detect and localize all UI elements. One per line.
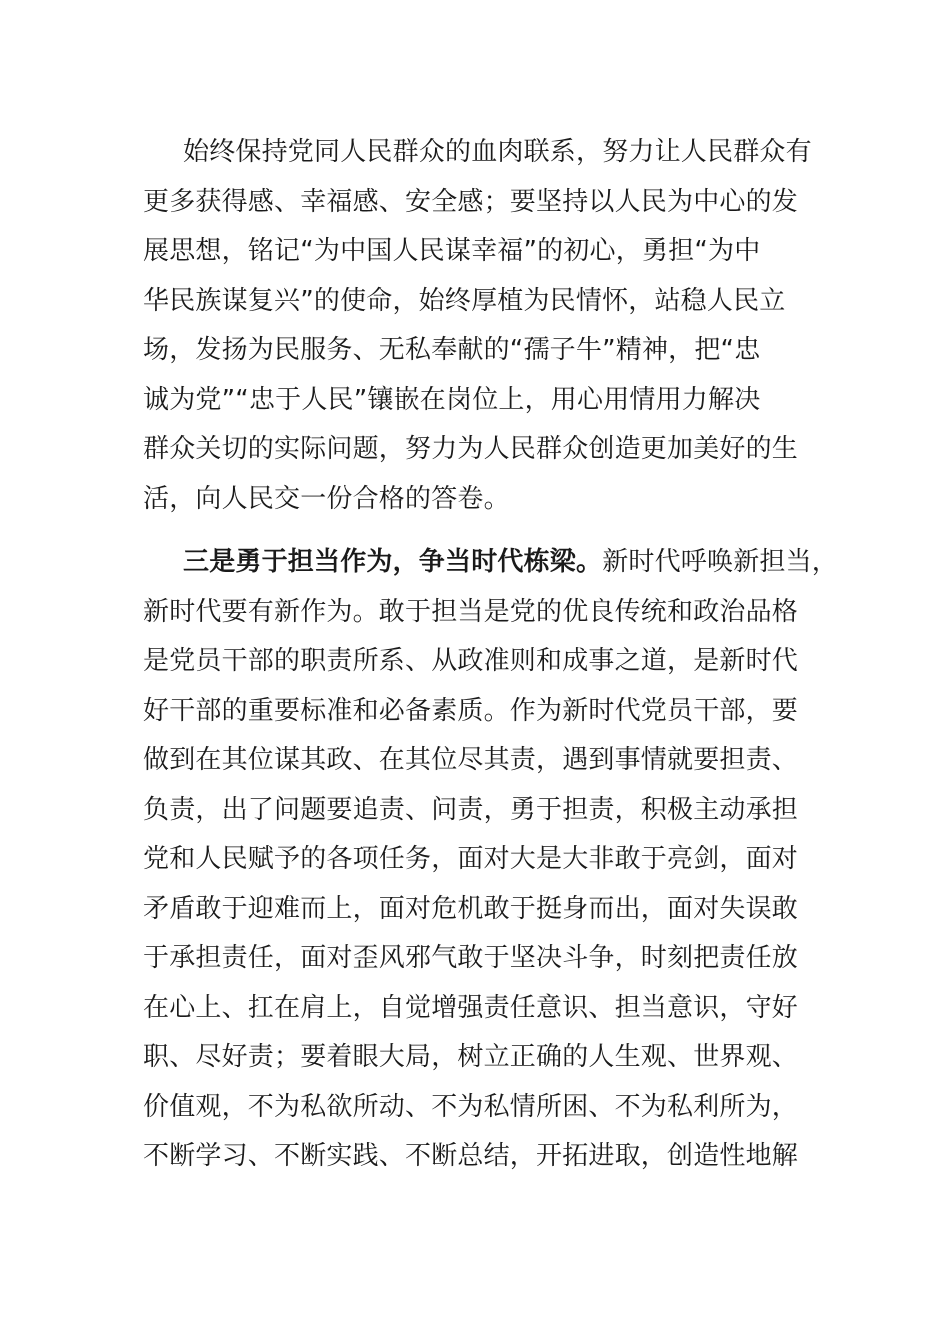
text-line: 矛盾敢于迎难而上，面对危机敢于挺身而出，面对失误敢: [143, 893, 799, 924]
text-line: 党和人民赋予的各项任务，面对大是大非敢于亮剑，面对: [143, 844, 799, 874]
section-heading: 三是勇于担当作为，争当时代栋梁。: [183, 547, 603, 577]
text-line: 在心上、扛在肩上，自觉增强责任意识、担当意识，守好: [143, 992, 799, 1023]
paragraph-1: [143, 128, 815, 524]
paragraph-2: [143, 538, 839, 1182]
text-line: 华民族谋复兴”的使命，始终厚植为民情怀，站稳人民立: [143, 285, 786, 316]
text-line: 始终保持党同人民群众的血肉联系，努力让人民群众有: [183, 137, 812, 167]
text-line: 不断学习、不断实践、不断总结，开拓进取，创造性地解: [143, 1141, 799, 1171]
heading-continuation: 新时代呼唤新担当，: [602, 547, 839, 577]
text-line: 是党员干部的职责所系、从政准则和成事之道，是新时代: [143, 646, 799, 676]
text-line: 活，向人民交一份合格的答卷。: [143, 483, 510, 514]
text-line: [143, 538, 839, 588]
text-line: 群众关切的实际问题，努力为人民群众创造更加美好的生: [143, 434, 799, 464]
text-line: 好干部的重要标准和必备素质。作为新时代党员干部，要: [143, 695, 799, 726]
text-line: 负责，出了问题要追责、问责，勇于担责，积极主动承担: [143, 794, 799, 825]
text-line: 做到在其位谋其政、在其位尽其责，遇到事情就要担责、: [143, 745, 799, 775]
text-line: 场，发扬为民服务、无私奉献的“孺子牛”精神，把“忠: [143, 335, 761, 365]
document-body: [143, 128, 839, 1182]
text-line: 价值观，不为私欲所动、不为私情所困、不为私利所为，: [143, 1091, 799, 1122]
text-line: 职、尽好责；要着眼大局，树立正确的人生观、世界观、: [143, 1042, 799, 1072]
text-line: 新时代要有新作为。敢于担当是党的优良传统和政治品格: [143, 596, 799, 627]
text-line: 展思想，铭记“为中国人民谋幸福”的初心，勇担“为中: [143, 236, 761, 266]
text-line: 更多获得感、幸福感、安全感；要坚持以人民为中心的发: [143, 186, 799, 217]
text-line: 于承担责任，面对歪风邪气敢于坚决斗争，时刻把责任放: [143, 943, 799, 973]
text-line: 诚为党”“忠于人民”镶嵌在岗位上，用心用情用力解决: [143, 384, 761, 415]
